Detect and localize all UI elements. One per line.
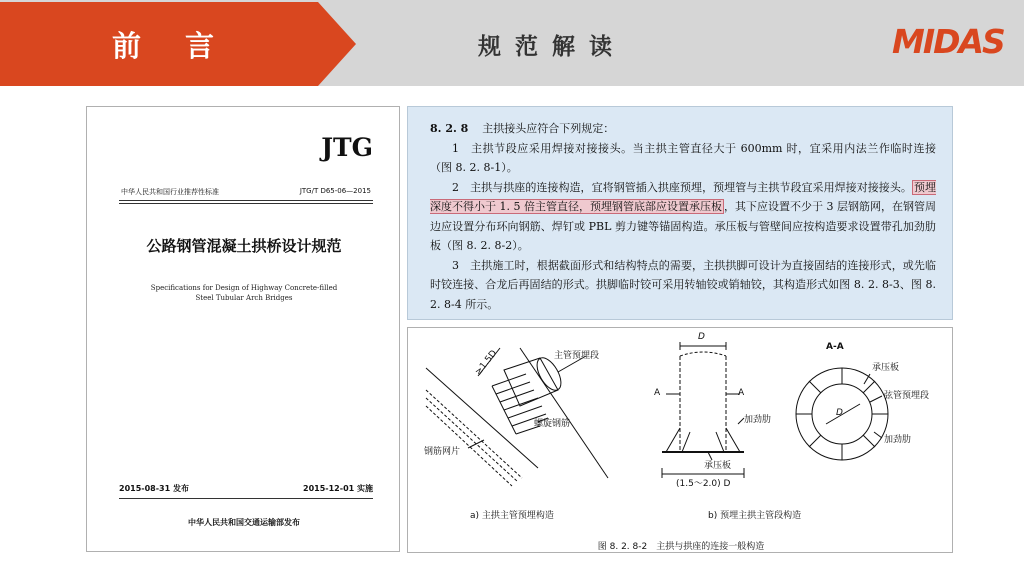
clause-paragraph-3: 3 主拱施工时，根据截面形式和结构特点的需要，主拱拱脚可设计为直接固结的连接形式，或先临时铰连接、合龙后再固结的形式。拱脚临时铰可采用转轴铰或销轴铰，其构造形式如图 8. 2. 8-3、图 8. 2. 8-4 所示。 (430, 258, 936, 311)
figure-panel (407, 327, 953, 553)
cover-dates (119, 483, 373, 494)
leader-mesh (468, 440, 484, 448)
clause-highlight: 预埋深度不得小于 1. 5 倍主管直径，预埋钢管底部应设置承压板 (430, 180, 936, 213)
label-plate-width: (1.5～2.0) D (676, 479, 731, 489)
label-bearing-plate-b: 承压板 (704, 461, 732, 471)
label-spiral-rebar: 螺旋钢筋 (534, 419, 571, 429)
label-chord-embedded: 弦管预埋段 (884, 391, 930, 401)
leader-stiffener-c (874, 432, 882, 438)
midas-logo (892, 22, 1012, 66)
rebar-mesh-line-1 (426, 390, 522, 478)
label-rebar-mesh: 钢筋网片 (424, 447, 461, 457)
section-tab-label: 前言 (112, 28, 259, 63)
cover-category: 中华人民共和国行业推荐性标准 (121, 188, 219, 196)
clause-paragraph-2 (430, 178, 936, 256)
clause-p2-before: 2 主拱与拱座的连接构造，宜将钢管插入拱座预埋，预埋管与主拱节段宜采用焊接对接接头。 (452, 180, 912, 194)
cover-meta (121, 187, 371, 197)
cover-rule-top-2 (119, 203, 373, 204)
cover-effective: 2015-12-01 实施 (303, 484, 373, 493)
label-embedded-section: 主管预埋段 (554, 351, 600, 361)
tube-side (492, 386, 516, 434)
leader-chord (870, 396, 882, 402)
diagram-a (426, 348, 608, 486)
figure-caption: 图 8. 2. 8-2 主拱与拱座的连接一般构造 (597, 542, 765, 552)
cover-rule-bottom (119, 498, 373, 499)
cover-title: 公路钢管混凝土拱桥设计规范 (146, 237, 342, 255)
cover-standard-no: JTG/T D65-06—2015 (299, 187, 371, 195)
tube-top-edge (680, 352, 726, 356)
clause-panel (407, 106, 953, 320)
main-tube-body (504, 358, 558, 406)
clause-number: 8. 2. 8 (430, 122, 469, 135)
standard-cover (86, 106, 400, 552)
cover-code: JTG (321, 133, 373, 162)
label-section-aa: A-A (826, 342, 844, 352)
abutment-line-2 (520, 348, 608, 478)
diameter-line (826, 404, 860, 424)
label-stiffener-b: 加劲肋 (744, 415, 772, 425)
diagram-b (662, 342, 744, 478)
cover-subtitle-line2: Steel Tubular Arch Bridges (195, 294, 293, 302)
cover-rule-top (119, 200, 373, 201)
clause-title: 主拱接头应符合下列规定： (482, 122, 615, 135)
stiffeners (666, 428, 740, 452)
label-diameter-top: D (698, 332, 705, 342)
label-depth: ≥1.5D (473, 348, 500, 378)
label-diameter-c: D (836, 408, 843, 418)
cover-publisher: 中华人民共和国交通运输部发布 (188, 518, 300, 527)
clause-p2-after: ，其下应设置不少于 3 层钢筋网，在钢管周边应设置分布环向钢筋、焊钉或 PBL 剪力键等锚固构造。承压板与管壁间应按构造要求设置带孔加劲肋板（图 8. 2. 8-2）。 (430, 200, 936, 252)
cover-subtitle (87, 283, 401, 303)
section-tab (0, 2, 360, 86)
label-section-right: A (738, 388, 745, 398)
caption-a: a) 主拱主管预埋构造 (470, 511, 554, 521)
clause-heading (430, 119, 936, 139)
logo-text: MIDAS (892, 22, 1004, 61)
label-bearing-plate-c: 承压板 (872, 363, 900, 373)
label-section-left: A (654, 388, 661, 398)
cover-subtitle-line1: Specifications for Design of Highway Concrete-filled (150, 284, 338, 292)
cover-issued: 2015-08-31 发布 (119, 484, 189, 493)
clause-paragraph-1: 1 主拱节段应采用焊接对接接头。当主拱主管直径大于 600mm 时，宜采用内法兰作临时连接（图 8. 2. 8-1）。 (430, 141, 936, 174)
label-stiffener-c: 加劲肋 (884, 435, 912, 445)
page-title: 规范解读 (478, 34, 626, 60)
caption-b: b) 预埋主拱主管段构造 (708, 511, 802, 521)
